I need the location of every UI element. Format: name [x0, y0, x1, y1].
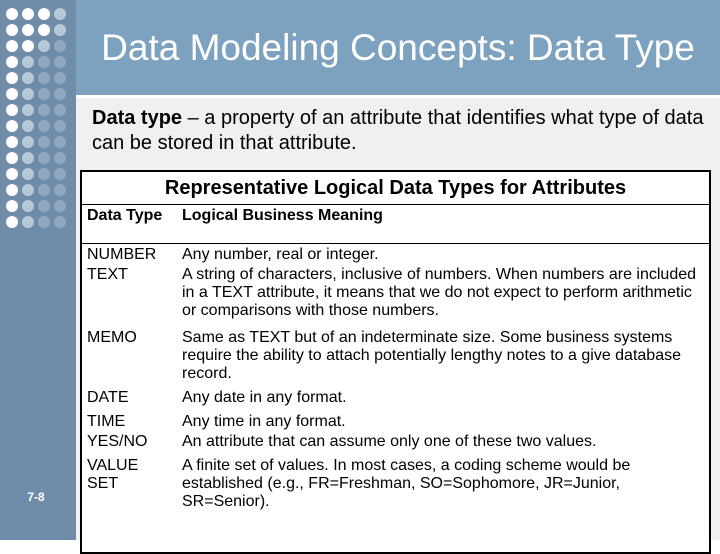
decorative-dot	[22, 152, 34, 164]
decorative-dot	[38, 216, 50, 228]
decorative-dot	[6, 88, 18, 100]
decorative-dot	[38, 88, 50, 100]
data-type-cell: TEXT	[87, 266, 128, 283]
table-header-row	[82, 205, 709, 244]
meaning-cell: Any time in any format.	[182, 413, 346, 430]
table-row	[82, 327, 709, 387]
decorative-dot	[54, 8, 66, 20]
table-row	[82, 431, 709, 455]
decorative-dot	[38, 40, 50, 52]
decorative-dot	[6, 104, 18, 116]
decorative-dot	[22, 56, 34, 68]
decorative-dot	[38, 56, 50, 68]
data-type-cell: NUMBER	[87, 246, 157, 263]
decorative-dot	[54, 120, 66, 132]
decorative-dot	[54, 40, 66, 52]
slide-number: 7-8	[27, 490, 45, 504]
decorative-dot	[38, 104, 50, 116]
dot-pattern	[4, 6, 68, 230]
decorative-dot	[38, 168, 50, 180]
decorative-dot	[54, 216, 66, 228]
intro-term: Data type	[92, 107, 183, 129]
table-body	[82, 244, 709, 512]
decorative-dot	[22, 200, 34, 212]
decorative-dot	[54, 136, 66, 148]
table-row	[82, 455, 709, 511]
table-row	[82, 411, 709, 431]
meaning-cell: A string of characters, inclusive of numbers. When numbers are included in a TEXT attribute, it means that we do not expect to perform arithmetic or comparisons with those numbers.	[182, 266, 697, 319]
decorative-dot	[54, 152, 66, 164]
decorative-dot	[22, 88, 34, 100]
decorative-dot	[54, 168, 66, 180]
decorative-dot	[6, 8, 18, 20]
decorative-dot	[38, 136, 50, 148]
data-type-cell: VALUE SET	[87, 457, 139, 492]
decorative-dot	[6, 200, 18, 212]
decorative-dot	[38, 152, 50, 164]
decorative-dot	[38, 24, 50, 36]
data-types-table	[80, 170, 711, 554]
decorative-dot	[22, 104, 34, 116]
data-type-cell: YES/NO	[87, 433, 148, 450]
decorative-dot	[38, 200, 50, 212]
decorative-dot	[38, 184, 50, 196]
decorative-dot	[22, 8, 34, 20]
decorative-dot	[22, 136, 34, 148]
meaning-cell: A finite set of values. In most cases, a coding scheme would be established (e.g., FR=Freshman, SO=Sophomore, JR=Junior, SR=Senior).	[182, 457, 631, 510]
decorative-dot	[6, 120, 18, 132]
decorative-dot	[38, 120, 50, 132]
sidebar-decoration	[0, 0, 76, 540]
decorative-dot	[54, 56, 66, 68]
meaning-cell: Same as TEXT but of an indeterminate size. Some business systems require the ability to attach potentially lengthy notes to a give database record.	[182, 329, 681, 382]
decorative-dot	[54, 104, 66, 116]
decorative-dot	[54, 24, 66, 36]
decorative-dot	[6, 40, 18, 52]
decorative-dot	[54, 72, 66, 84]
meaning-cell: Any number, real or integer.	[182, 246, 379, 263]
decorative-dot	[22, 120, 34, 132]
decorative-dot	[22, 184, 34, 196]
decorative-dot	[6, 168, 18, 180]
decorative-dot	[38, 72, 50, 84]
decorative-dot	[22, 72, 34, 84]
decorative-dot	[6, 216, 18, 228]
intro-definition: – a property of an attribute that identifies what type of data can be stored in that attribute.	[92, 107, 704, 154]
decorative-dot	[6, 72, 18, 84]
decorative-dot	[22, 216, 34, 228]
decorative-dot	[54, 200, 66, 212]
meaning-cell: An attribute that can assume only one of these two values.	[182, 433, 597, 450]
decorative-dot	[22, 40, 34, 52]
decorative-dot	[54, 184, 66, 196]
slide-title: Data Modeling Concepts: Data Type	[101, 26, 695, 68]
meaning-cell: Any date in any format.	[182, 389, 347, 406]
data-types-grid	[82, 205, 709, 511]
table-title: Representative Logical Data Types for Attributes	[82, 172, 709, 205]
decorative-dot	[38, 8, 50, 20]
data-type-cell: MEMO	[87, 329, 137, 346]
decorative-dot	[6, 24, 18, 36]
intro-paragraph	[92, 106, 707, 156]
decorative-dot	[6, 184, 18, 196]
table-row	[82, 244, 709, 265]
decorative-dot	[6, 56, 18, 68]
decorative-dot	[22, 24, 34, 36]
column-header-meaning: Logical Business Meaning	[177, 205, 709, 244]
decorative-dot	[6, 136, 18, 148]
table-row	[82, 387, 709, 411]
decorative-dot	[6, 152, 18, 164]
table-row	[82, 264, 709, 327]
column-header-type: Data Type	[82, 205, 177, 244]
data-type-cell: DATE	[87, 389, 129, 406]
data-type-cell: TIME	[87, 413, 126, 430]
decorative-dot	[22, 168, 34, 180]
decorative-dot	[54, 88, 66, 100]
